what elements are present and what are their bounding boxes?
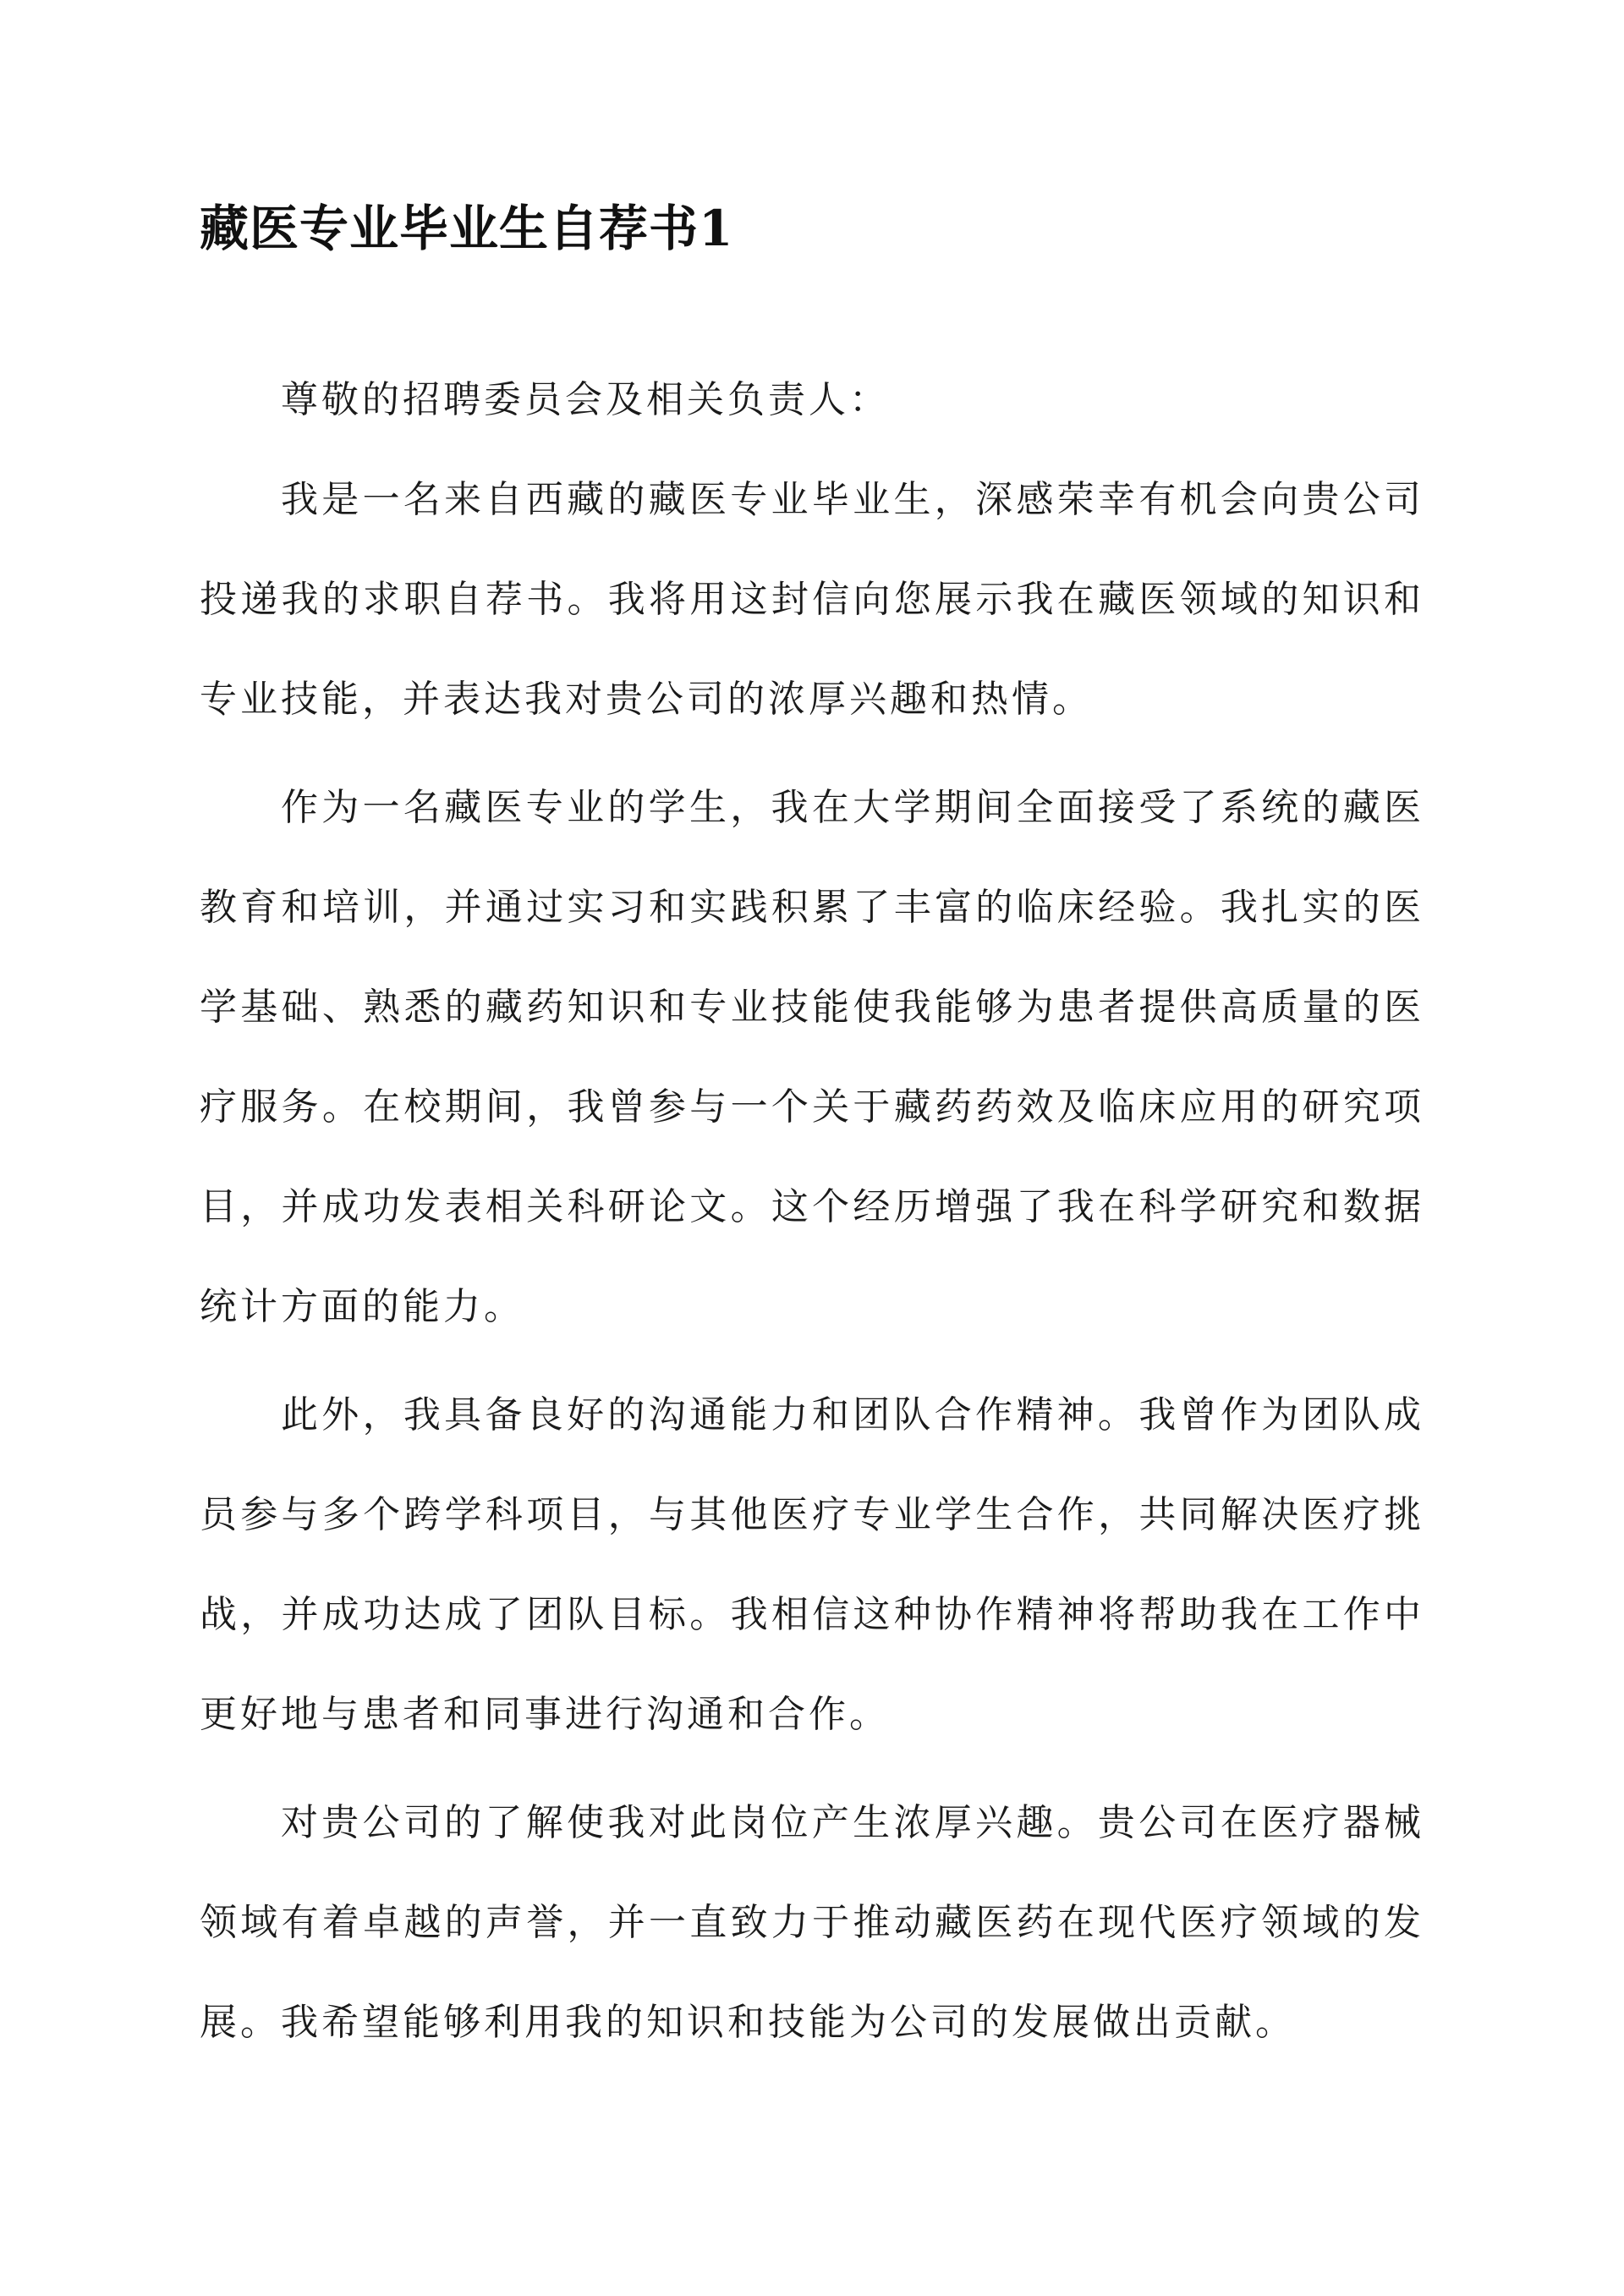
document-title: 藏医专业毕业生自荐书1	[200, 200, 734, 257]
paragraph-introduction: 我是一名来自西藏的藏医专业毕业生，深感荣幸有机会向贵公司投递我的求职自荐书。我将用这封信向您展示我在藏医领域的知识和专业技能，并表达我对贵公司的浓厚兴趣和热情。	[200, 478, 1424, 721]
paragraph-company-interest: 对贵公司的了解使我对此岗位产生浓厚兴趣。贵公司在医疗器械领域有着卓越的声誉，并一直致力于推动藏医药在现代医疗领域的发展。我希望能够利用我的知识和技能为公司的发展做出贡献。	[200, 1801, 1424, 2044]
salutation: 尊敬的招聘委员会及相关负责人：	[281, 378, 890, 421]
paragraph-education: 作为一名藏医专业的学生，我在大学期间全面接受了系统的藏医教育和培训，并通过实习和实践积累了丰富的临床经验。我扎实的医学基础、熟悉的藏药知识和专业技能使我能够为患者提供高质量的医疗服务。在校期间，我曾参与一个关于藏药药效及临床应用的研究项目，并成功发表相关科研论文。这个经历增强了我在科学研究和数据统计方面的能力。	[200, 786, 1424, 1328]
paragraph-teamwork: 此外，我具备良好的沟通能力和团队合作精神。我曾作为团队成员参与多个跨学科项目，与其他医疗专业学生合作，共同解决医疗挑战，并成功达成了团队目标。我相信这种协作精神将帮助我在工作中更好地与患者和同事进行沟通和合作。	[200, 1393, 1424, 1736]
